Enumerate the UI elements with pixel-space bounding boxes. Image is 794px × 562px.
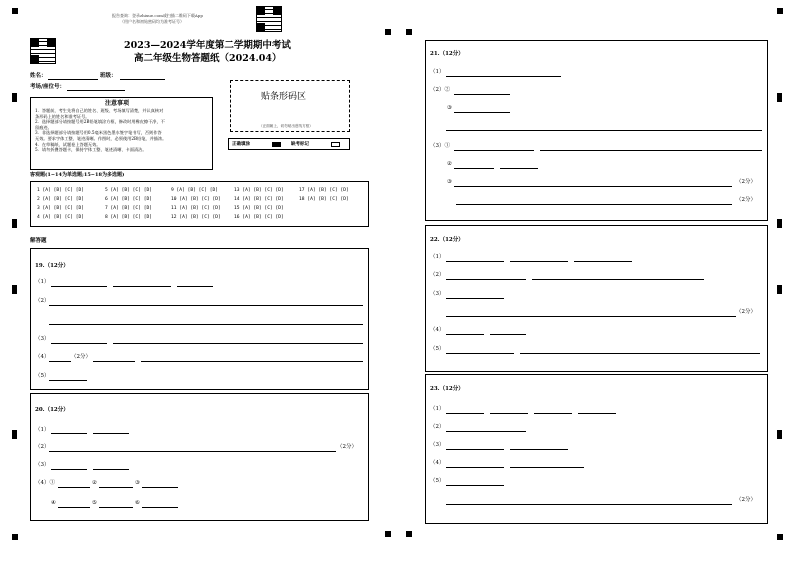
answer-line[interactable] (446, 279, 526, 280)
answer-line[interactable] (446, 467, 504, 468)
subq-label: （3） (35, 336, 50, 342)
timing-mark (777, 430, 782, 439)
subq-label: （1） (430, 69, 445, 75)
option-row[interactable]: 9 [A] [B] [C] [D] (171, 188, 219, 193)
points-label: （2分） (736, 309, 756, 315)
question-21-box (425, 40, 768, 221)
answer-line[interactable] (490, 334, 526, 335)
answer-line[interactable] (49, 380, 87, 381)
timing-mark (12, 430, 17, 439)
corner-mark (777, 534, 783, 540)
answer-line[interactable] (51, 469, 87, 470)
answer-line[interactable] (49, 305, 363, 306)
answer-line[interactable] (454, 94, 510, 95)
option-row[interactable]: 13 [A] [B] [C] [D] (234, 188, 284, 193)
corner-mark (385, 531, 391, 537)
answer-line[interactable] (49, 451, 336, 452)
question-20-box (30, 393, 369, 521)
qr-caption-sub: （用户名和初始密码均为准考证号） (120, 19, 184, 24)
subq-label: （2） (430, 272, 445, 278)
answer-line[interactable] (446, 76, 561, 77)
option-row[interactable]: 11 [A] [B] [C] [D] (171, 206, 221, 211)
option-row[interactable]: 10 [A] [B] [C] [D] (171, 197, 221, 202)
name-field[interactable] (48, 79, 98, 80)
barcode-title: 贴条形码区 (261, 92, 307, 102)
answer-line[interactable] (93, 361, 135, 362)
option-row[interactable]: 5 [A] [B] [C] [D] (105, 188, 153, 193)
question-22-box (425, 225, 768, 372)
subjective-title: 解答题 (30, 238, 47, 244)
corner-mark (12, 8, 18, 14)
answer-line[interactable] (510, 449, 568, 450)
points-label: （2分） (736, 497, 756, 503)
answer-line[interactable] (454, 150, 534, 151)
circled-label: ③ (447, 179, 452, 185)
answer-line[interactable] (520, 353, 760, 354)
answer-line[interactable] (454, 112, 510, 113)
subq-label: （2） (35, 444, 50, 450)
timing-mark (12, 219, 17, 228)
correct-fill-label: 正确填涂 (232, 142, 250, 147)
answer-line[interactable] (446, 431, 526, 432)
class-field[interactable] (120, 79, 165, 80)
subq-label: （5） (430, 346, 445, 352)
circled-label: ④ (51, 500, 56, 506)
option-row[interactable]: 1 [A] [B] [C] [D] (37, 188, 85, 193)
question-title: 21.（12分） (430, 51, 464, 57)
points-label: （2分） (71, 354, 91, 360)
subq-label: （3） (35, 462, 50, 468)
subq-label: （2） (35, 298, 50, 304)
answer-line[interactable] (58, 487, 90, 488)
option-row[interactable]: 4 [A] [B] [C] [D] (37, 215, 85, 220)
answer-line[interactable] (446, 261, 504, 262)
circled-label: ② (92, 480, 97, 486)
barcode-area (230, 80, 350, 132)
subq-label: （3）① (430, 143, 450, 149)
subq-label: （4） (430, 460, 445, 466)
answer-line[interactable] (456, 204, 732, 205)
option-row[interactable]: 6 [A] [B] [C] [D] (105, 197, 153, 202)
notice-title: 注意事项 (105, 100, 130, 107)
answer-line[interactable] (540, 150, 762, 151)
subq-label: （1） (35, 427, 50, 433)
answer-line[interactable] (446, 130, 762, 131)
notice-item: 3．非选择题部分请按题号用0.5毫米黑色墨水签字笔书写，否则作答 (35, 130, 162, 136)
answer-line[interactable] (51, 343, 107, 344)
answer-line[interactable] (49, 324, 363, 325)
circled-label: ③ (135, 480, 140, 486)
timing-mark (777, 219, 782, 228)
answer-line[interactable] (51, 433, 87, 434)
answer-line[interactable] (142, 507, 178, 508)
option-row[interactable]: 14 [A] [B] [C] [D] (234, 197, 284, 202)
circled-label: ⑤ (92, 500, 97, 506)
question-title: 20.（12分） (35, 407, 69, 413)
option-row[interactable]: 16 [A] [B] [C] [D] (234, 215, 284, 220)
answer-line[interactable] (510, 467, 584, 468)
points-label: （2分） (736, 197, 756, 203)
sheet-title: 高二年级生物答题纸（2024.04） (134, 53, 282, 64)
qr-code-icon (256, 6, 282, 32)
subq-label: （4）① (35, 480, 55, 486)
corner-mark (12, 534, 18, 540)
question-title: 23.（12分） (430, 386, 464, 392)
answer-line[interactable] (446, 413, 484, 414)
qr-code-icon (30, 38, 56, 64)
corner-mark (777, 8, 783, 14)
answer-line[interactable] (93, 433, 129, 434)
subq-label: （3） (430, 291, 445, 297)
answer-line[interactable] (58, 507, 90, 508)
room-field[interactable] (67, 90, 125, 91)
timing-mark (777, 285, 782, 294)
answer-line[interactable] (532, 279, 704, 280)
subq-label: （1） (430, 254, 445, 260)
question-23-box (425, 374, 768, 524)
option-row[interactable]: 17 [A] [B] [C] [D] (299, 188, 349, 193)
circled-label: ③ (447, 105, 452, 111)
notice-item: 5．请勿折叠答题卡，保持字体工整、笔迹清晰、卡面清洁。 (35, 147, 147, 153)
subq-label: （3） (430, 442, 445, 448)
subq-label: （1） (35, 279, 50, 285)
question-title: 22.（12分） (430, 237, 464, 243)
option-row[interactable]: 7 [A] [B] [C] [D] (105, 206, 153, 211)
question-19-box (30, 248, 369, 390)
question-title: 19.（12分） (35, 263, 69, 269)
notice-item: 无效。要求字体工整、笔迹清晰。作图时，必须使用2B铅笔，并描浓。 (35, 135, 167, 141)
answer-line[interactable] (51, 286, 107, 287)
answer-line[interactable] (142, 487, 178, 488)
answer-line[interactable] (141, 361, 363, 362)
absent-mark-label: 缺考标记 (291, 142, 309, 147)
answer-line[interactable] (446, 334, 484, 335)
objective-box (30, 181, 369, 227)
barcode-caption: （正面朝上，切勿贴出虚线方框） (259, 124, 313, 128)
corner-mark (406, 531, 412, 537)
timing-mark (12, 285, 17, 294)
timing-mark (12, 93, 17, 102)
answer-line[interactable] (113, 343, 363, 344)
objective-title: 客观题(1~14为单选题;15~18为多选题) (30, 172, 125, 178)
answer-line[interactable] (574, 261, 632, 262)
answer-line[interactable] (446, 449, 504, 450)
answer-line[interactable] (49, 361, 71, 362)
answer-line[interactable] (500, 168, 538, 169)
answer-line[interactable] (534, 413, 572, 414)
answer-line[interactable] (99, 507, 133, 508)
points-label: （2分） (736, 179, 756, 185)
fill-legend (228, 138, 350, 150)
answer-line[interactable] (177, 286, 213, 287)
answer-line[interactable] (446, 485, 504, 486)
subq-label: （1） (430, 406, 445, 412)
filled-box-icon (272, 142, 281, 147)
corner-mark (406, 29, 412, 35)
exam-title: 2023—2024学年度第二学期期中考试 (124, 40, 291, 51)
subq-label: （4） (35, 354, 50, 360)
option-row[interactable]: 8 [A] [B] [C] [D] (105, 215, 153, 220)
option-row[interactable]: 3 [A] [B] [C] [D] (37, 206, 85, 211)
notice-item: 1．答题前，考生先将自己的姓名、班级、考场填写清楚，并认真核对 (35, 108, 164, 113)
answer-line[interactable] (446, 316, 736, 317)
subq-label: （4） (430, 327, 445, 333)
qr-caption: 报告查询：登录zhixue.com或扫描二维码下载App (112, 13, 203, 18)
answer-line[interactable] (510, 261, 568, 262)
class-label: 班级： (100, 73, 117, 79)
points-label: （2分） (337, 444, 357, 450)
empty-box-icon[interactable] (331, 142, 340, 147)
name-label: 姓名： (30, 73, 47, 79)
circled-label: ⑥ (135, 500, 140, 506)
answer-line[interactable] (446, 353, 514, 354)
option-row[interactable]: 15 [A] [B] [C] [D] (234, 206, 284, 211)
notice-item: 4．在草稿纸、试题卷上答题无效。 (35, 141, 101, 147)
notice-item: 留痕迹。 (35, 124, 52, 130)
answer-line[interactable] (490, 413, 528, 414)
option-row[interactable]: 18 [A] [B] [C] [D] (299, 197, 349, 202)
option-row[interactable]: 12 [A] [B] [C] [D] (171, 215, 221, 220)
corner-mark (385, 29, 391, 35)
option-row[interactable]: 2 [A] [B] [C] [D] (37, 197, 85, 202)
subq-label: （5） (430, 478, 445, 484)
answer-line[interactable] (93, 469, 129, 470)
subq-label: （2） (430, 424, 445, 430)
circled-label: ② (447, 161, 452, 167)
notice-list (35, 108, 211, 153)
answer-line[interactable] (578, 413, 616, 414)
notice-item: 条形码上的姓名和准考证号。 (35, 113, 90, 119)
answer-line[interactable] (99, 487, 133, 488)
answer-line[interactable] (446, 504, 732, 505)
room-label: 考场/座位号： (30, 84, 66, 90)
timing-mark (777, 93, 782, 102)
answer-line[interactable] (454, 186, 732, 187)
answer-line[interactable] (446, 298, 504, 299)
notice-box (30, 97, 213, 170)
subq-label: （5） (35, 373, 50, 379)
subq-label: （2）② (430, 87, 450, 93)
answer-line[interactable] (454, 168, 494, 169)
answer-line[interactable] (113, 286, 171, 287)
notice-item: 2．选择题部分请按题号用2B铅笔填涂方框，修改时用橡皮擦干净，不 (35, 119, 165, 125)
